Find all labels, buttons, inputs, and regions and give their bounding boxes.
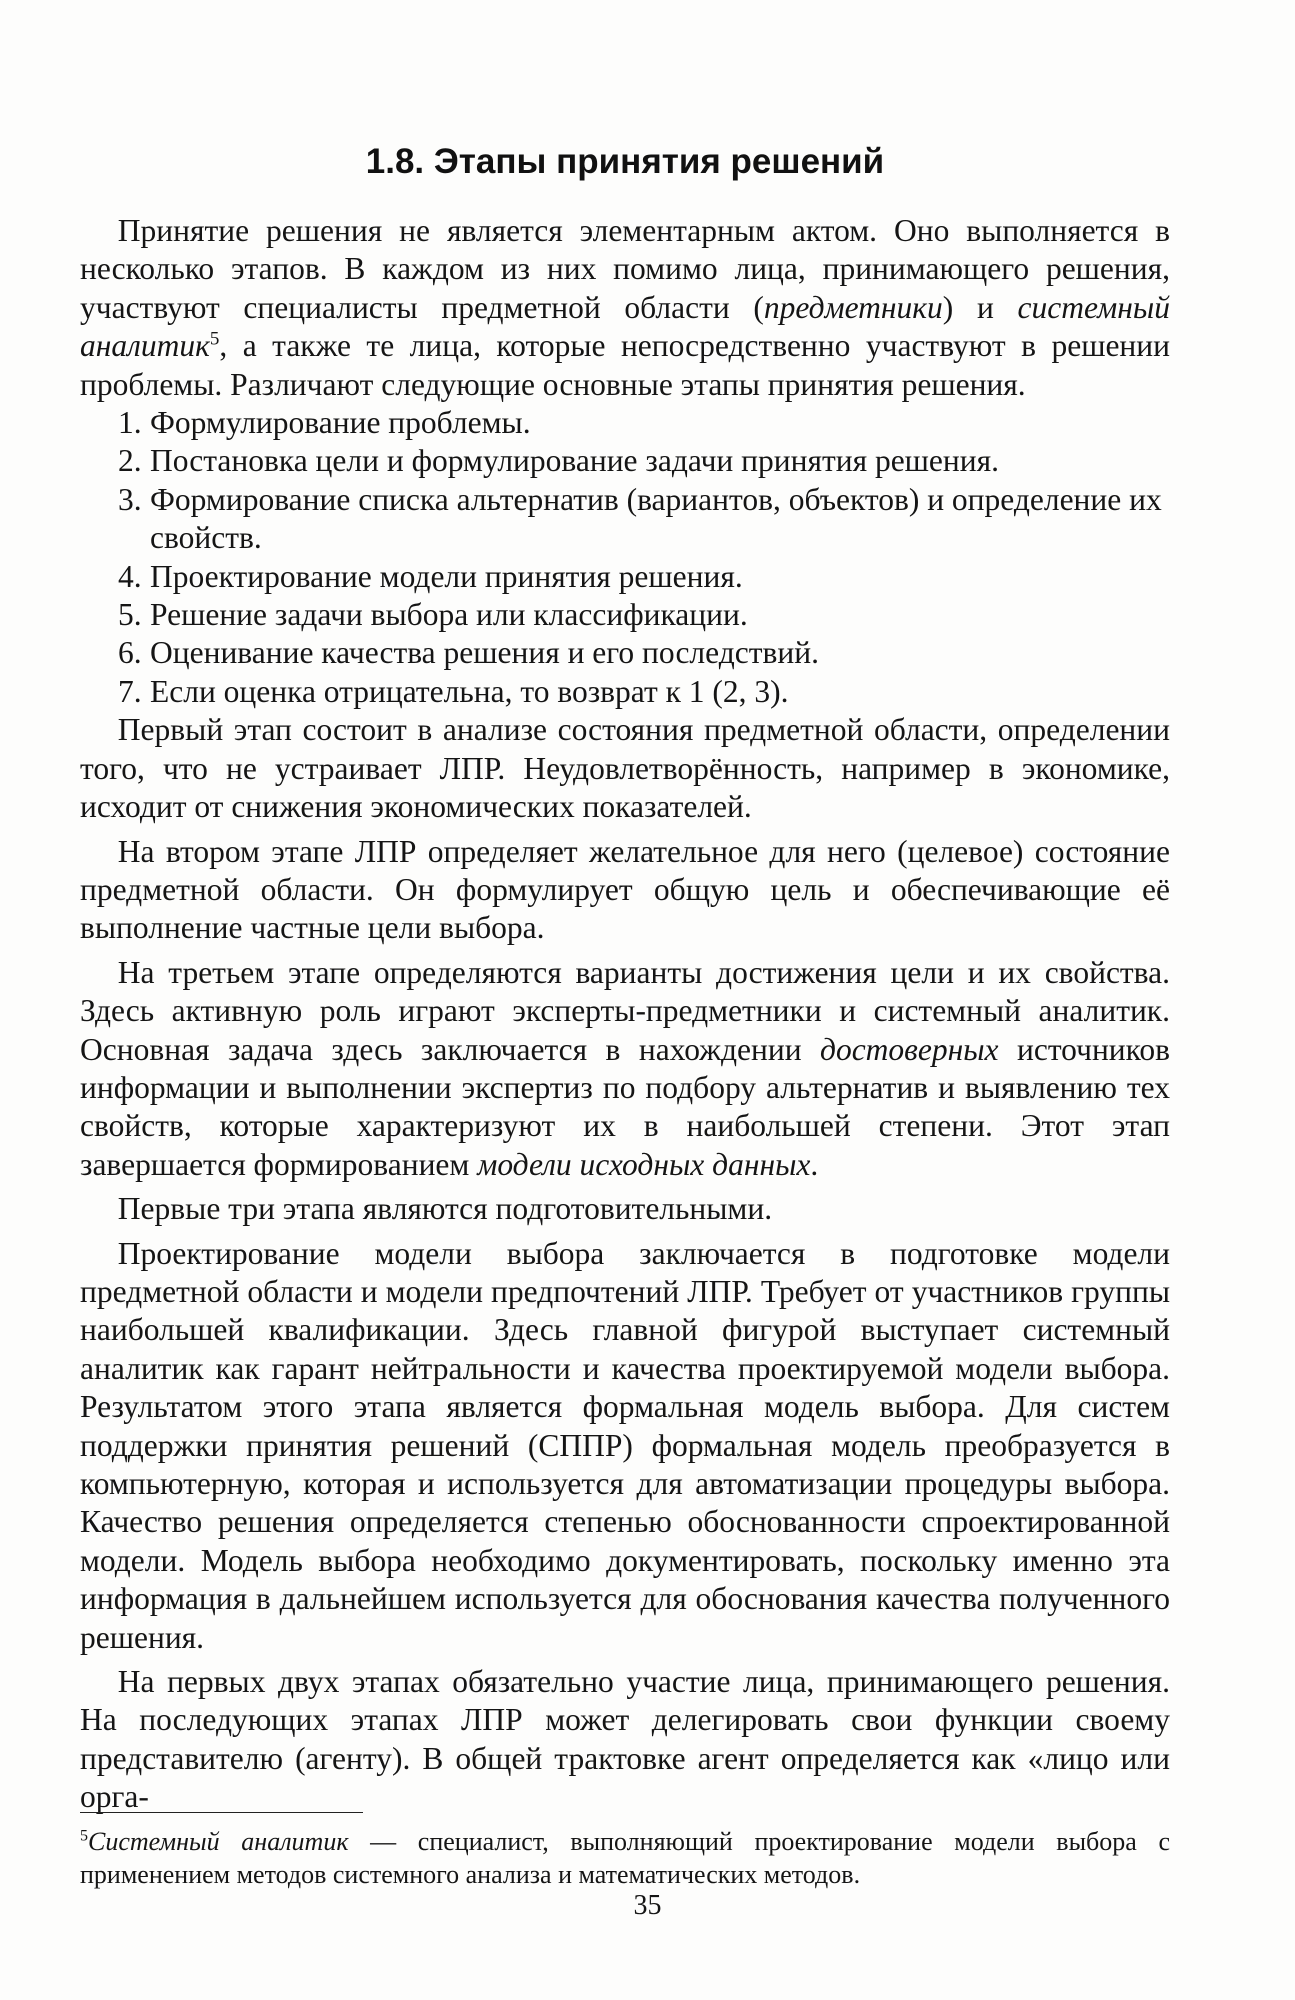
step-text: Если оценка отрицательна, то возврат к 1 (2, 3). (150, 673, 789, 709)
step-number: 5. (118, 597, 142, 633)
step-text: Формулирование проблемы. (150, 405, 531, 441)
paragraph-third-stage (80, 954, 1170, 1184)
step-number: 6. (118, 635, 142, 671)
paragraph-first-stage: Первый этап состоит в анализе состояния предметной области, определении того, что не устраивает ЛПР. Неудовлетворённость, например в экономике, исходит от снижения экономических показателей. (80, 712, 1170, 825)
footnote (80, 1826, 1170, 1891)
footnote-text: — специалист, выполняющий проектирование модели выбора с применением методов системного анализа и математических методов. (80, 1827, 1170, 1889)
list-item (118, 596, 1170, 634)
step-number: 1. (118, 405, 142, 441)
intro-text-2: ) и (942, 289, 1018, 325)
footnote-term: Системный аналитик (88, 1827, 349, 1856)
intro-text-3: , а также те лица, которые непосредственно участвуют в решении проблемы. Различают следующие основные этапы принятия решения. (80, 328, 1170, 402)
list-item (118, 481, 1170, 558)
list-item (118, 442, 1170, 480)
page-number: 35 (633, 1890, 662, 1921)
step-text: Оценивание качества решения и его последствий. (150, 635, 819, 671)
list-item (118, 558, 1170, 596)
list-item (118, 673, 1170, 711)
step-number: 7. (118, 673, 142, 709)
footnote-divider (80, 1812, 363, 1813)
section-title: 1.8. Этапы принятия решений (365, 142, 885, 181)
step-text: Решение задачи выбора или классификации. (150, 597, 748, 633)
steps-list (80, 404, 1170, 711)
p3-text-c: . (810, 1146, 819, 1182)
list-item (118, 634, 1170, 672)
list-item (118, 404, 1170, 442)
p3-italic-1: достоверных (820, 1031, 999, 1067)
step-text: Формирование списка альтернатив (вариантов, объектов) и определение их свойств. (150, 481, 1162, 556)
step-number: 4. (118, 558, 142, 594)
footnote-mark: 5 (80, 1827, 88, 1845)
step-text: Проектирование модели принятия решения. (150, 558, 743, 594)
step-number: 3. (118, 481, 142, 517)
intro-italic-1: предметники (763, 289, 943, 325)
paragraph-second-stage: На втором этапе ЛПР определяет желательное для него (целевое) состояние предметной области. Он формулирует общую цель и обеспечивающие её выполнение частные цели выбора. (80, 833, 1170, 946)
body-text (80, 212, 1170, 1817)
step-number: 2. (118, 443, 142, 479)
paragraph-model-design: Проектирование модели выбора заключается в подготовке модели предметной области и модели предпочтений ЛПР. Требует от участников группы наибольшей квалификации. Здесь главной фигурой выступает системный аналитик как гарант нейтральности и качества проектируемой модели выбора. Результатом этого этапа является формальная модель выбора. Для систем поддержки принятия решений (СППР) формальная модель преобразуется в компьютерную, которая и используется для автоматизации процедуры выбора. Качество решения определяется степенью обоснованности спроектированной модели. Модель выбора необходимо документировать, поскольку именно эта информация в дальнейшем используется для обоснования качества полученного решения. (80, 1235, 1170, 1655)
intro-paragraph (80, 212, 1170, 404)
paragraph-preparatory: Первые три этапа являются подготовительными. (117, 1191, 773, 1227)
footnote-reference: 5 (209, 328, 220, 350)
p3-text-b: источников информации и выполнении экспертиз по подбору альтернатив и выявлению тех свойств, которые характеризуют их в наибольшей степени. Этот этап завершается формированием (80, 1031, 1170, 1182)
step-text: Постановка цели и формулирование задачи принятия решения. (150, 443, 999, 479)
p3-italic-2: модели исходных данных (477, 1146, 811, 1182)
intro-text-1: Принятие решения не является элементарным актом. Оно выполняется в несколько этапов. В каждом из них помимо лица, принимающего решения, участвуют специалисты предметной области ( (80, 213, 1170, 325)
intro-italic-2: системный аналитик (80, 289, 1170, 364)
p3-text-a: На третьем этапе определяются варианты достижения цели и их свойства. Здесь активную роль играют эксперты-предметники и системный аналитик. Основная задача здесь заключается в нахождении (80, 954, 1170, 1067)
paragraph-delegation: На первых двух этапах обязательно участие лица, принимающего решения. На последующих этапах ЛПР может делегировать свои функции своему представителю (агенту). В общей трактовке агент определяется как «лицо или орга- (80, 1664, 1170, 1815)
